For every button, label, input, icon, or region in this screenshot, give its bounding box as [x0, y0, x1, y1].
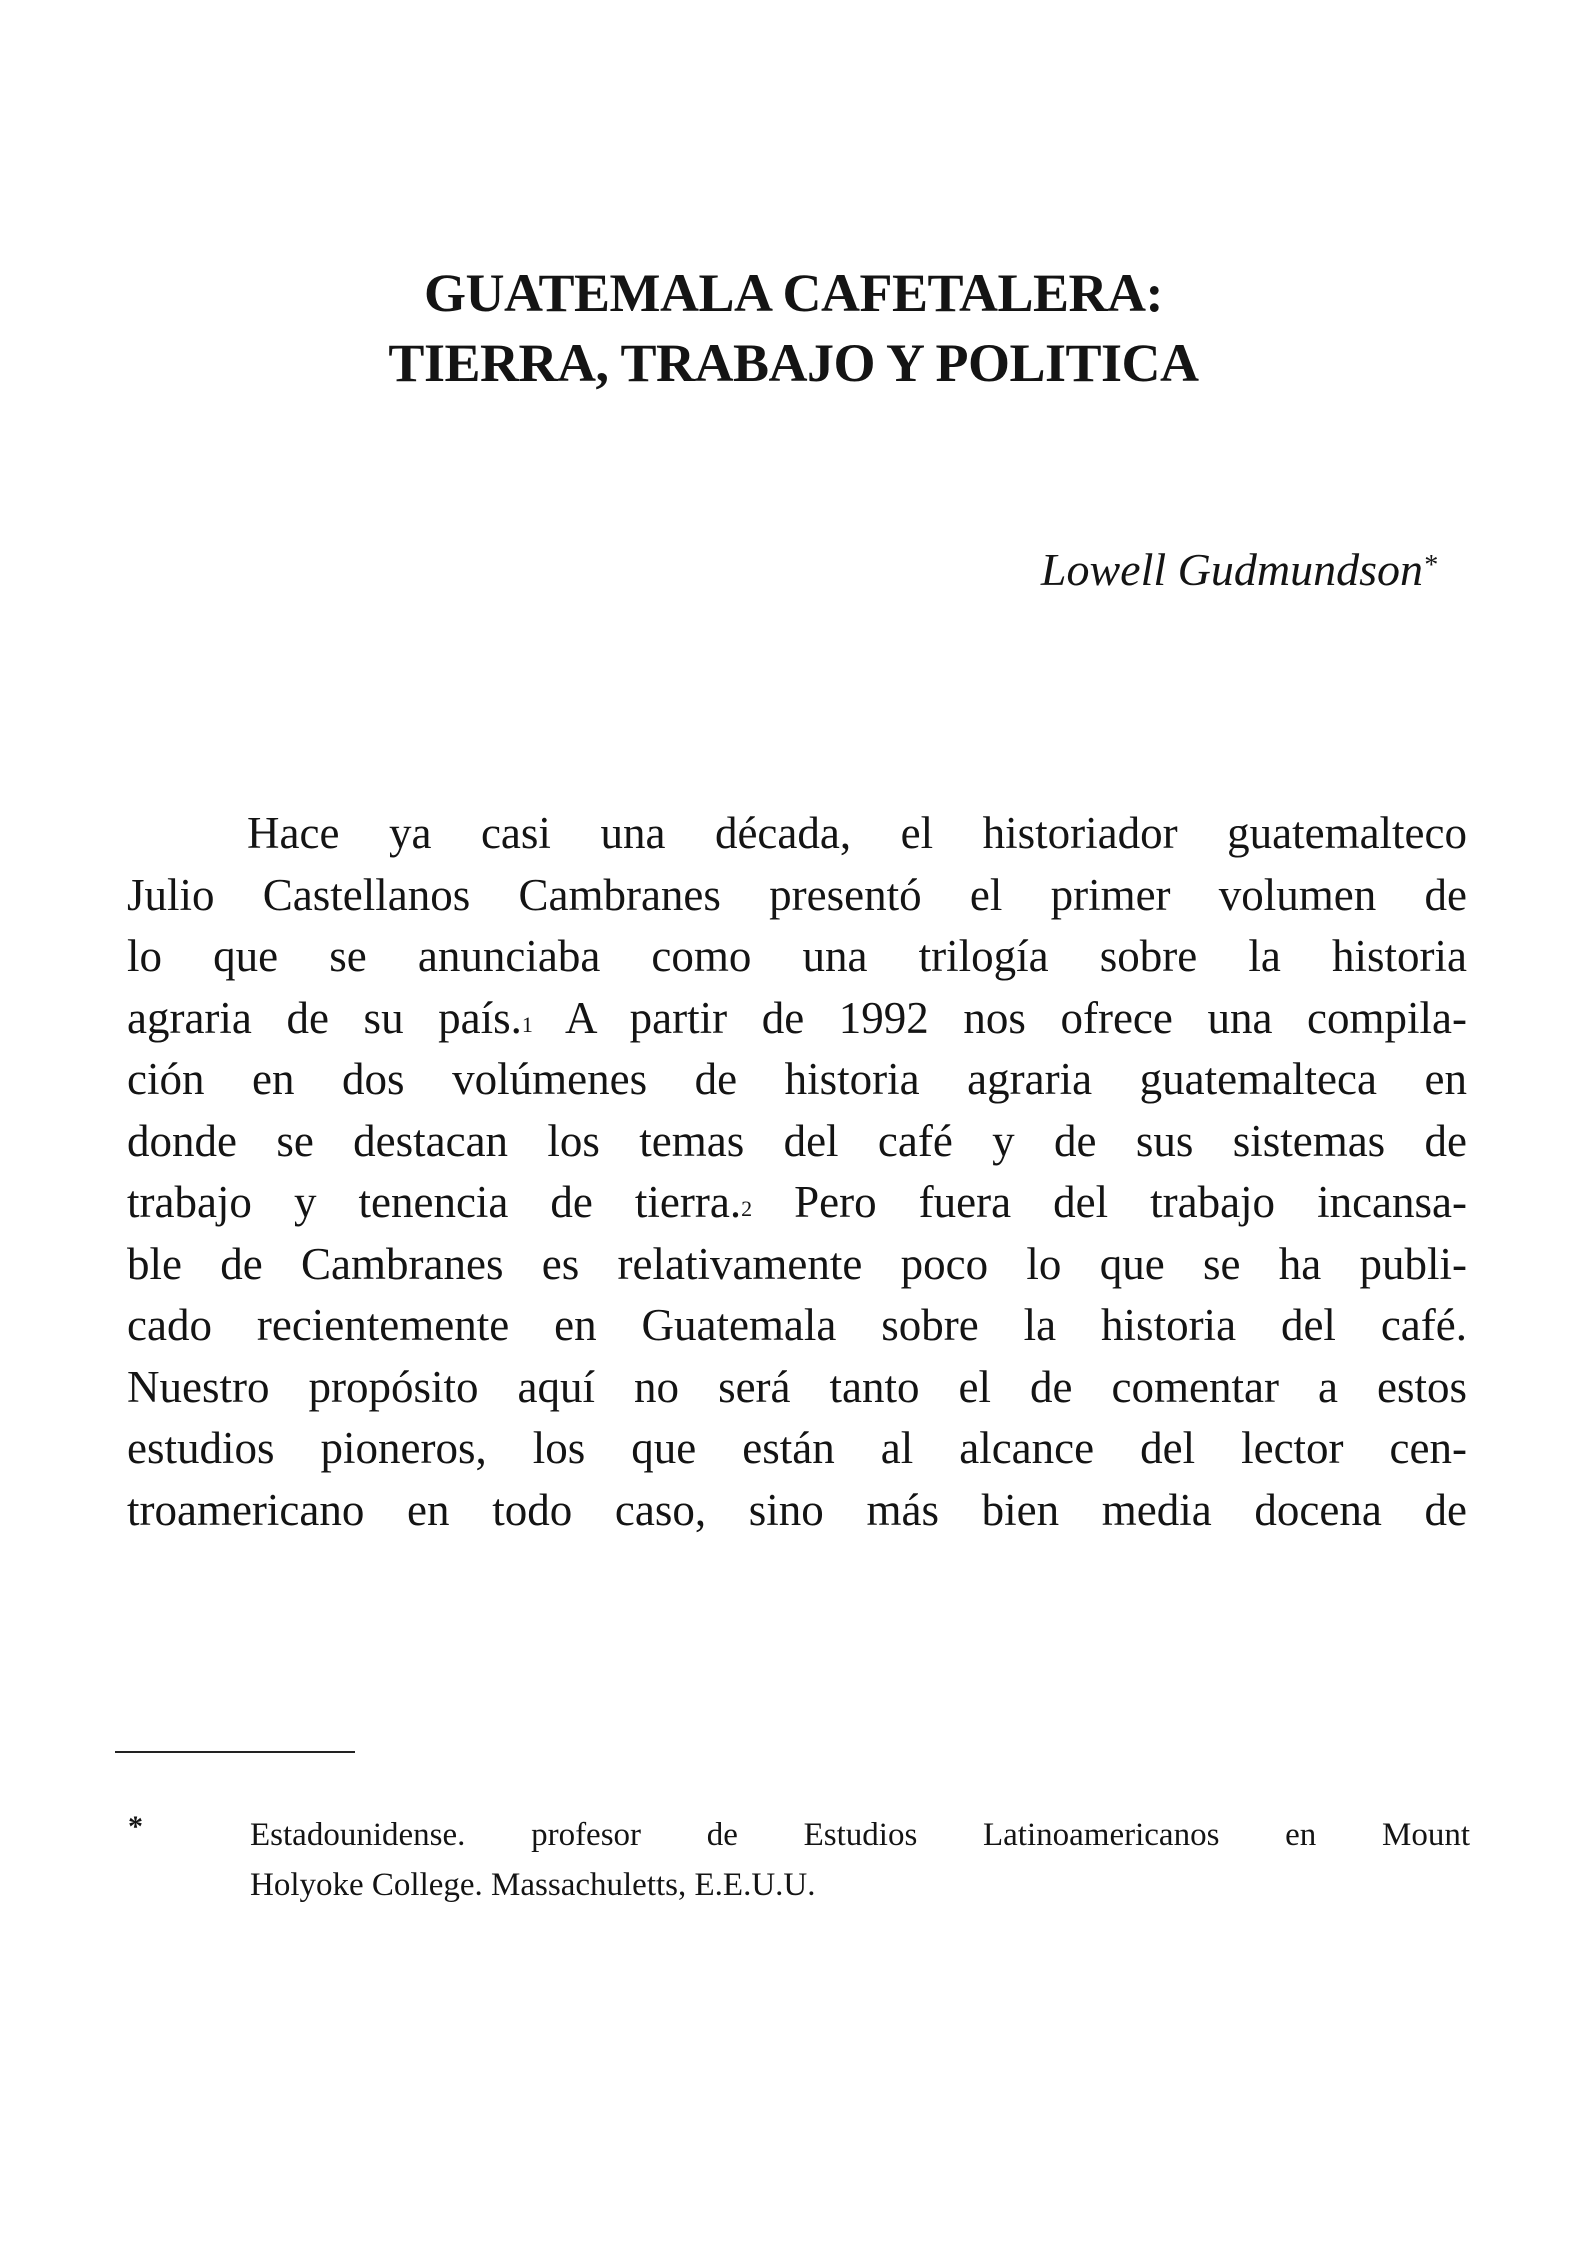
article-title	[0, 258, 1587, 398]
body-line: Nuestro propósito aquí no será tanto el de comentar a estos	[127, 1361, 1467, 1412]
body-line: Julio Castellanos Cambranes presentó el primer volumen de	[127, 869, 1467, 920]
footnote-ref-2: 2	[741, 1196, 753, 1221]
author-name: Lowell Gudmundson	[1040, 544, 1423, 595]
body-line: Hace ya casi una década, el historiador guatemalteco	[247, 808, 1467, 858]
footnote-text	[250, 1810, 1470, 1910]
body-text-segment: Pero fuera del trabajo incansa-	[794, 1177, 1467, 1227]
footnote-line-1: Estadounidense. profesor de Estudios Latinoamericanos en Mount	[250, 1817, 1470, 1853]
footnote-divider	[115, 1751, 355, 1753]
author-byline	[1041, 540, 1437, 600]
body-text-segment: trabajo y tenencia de tierra.	[127, 1177, 742, 1227]
body-line: estudios pioneros, los que están al alcance del lector cen-	[127, 1423, 1467, 1473]
body-line: lo que se anunciaba como una trilogía sobre la historia	[127, 931, 1467, 981]
article-body	[127, 803, 1467, 1541]
body-line: donde se destacan los temas del café y de sus sistemas de	[127, 1115, 1467, 1166]
body-line: ble de Cambranes es relativamente poco lo que se ha publi-	[127, 1238, 1467, 1289]
body-line	[127, 988, 1467, 1050]
author-footnote-mark: *	[1423, 550, 1437, 581]
body-text-segment: agraria de su país.	[127, 992, 522, 1043]
footnote-line-2: Holyoke College. Massachuletts, E.E.U.U.	[250, 1867, 816, 1903]
body-line: cado recientemente en Guatemala sobre la historia del café.	[127, 1300, 1467, 1350]
title-line-2: TIERRA, TRABAJO Y POLITICA	[388, 333, 1199, 393]
footnote-ref-1: 1	[521, 1011, 533, 1037]
body-text-segment: A partir de 1992 nos ofrece una compila-	[565, 992, 1467, 1043]
body-line: troamericano en todo caso, sino más bien media docena de	[127, 1484, 1467, 1535]
footnote-marker: *	[128, 1810, 143, 1843]
body-line: ción en dos volúmenes de historia agraria guatemalteca en	[127, 1054, 1467, 1104]
body-line	[127, 1172, 1467, 1234]
title-line-1: GUATEMALA CAFETALERA:	[423, 263, 1164, 323]
